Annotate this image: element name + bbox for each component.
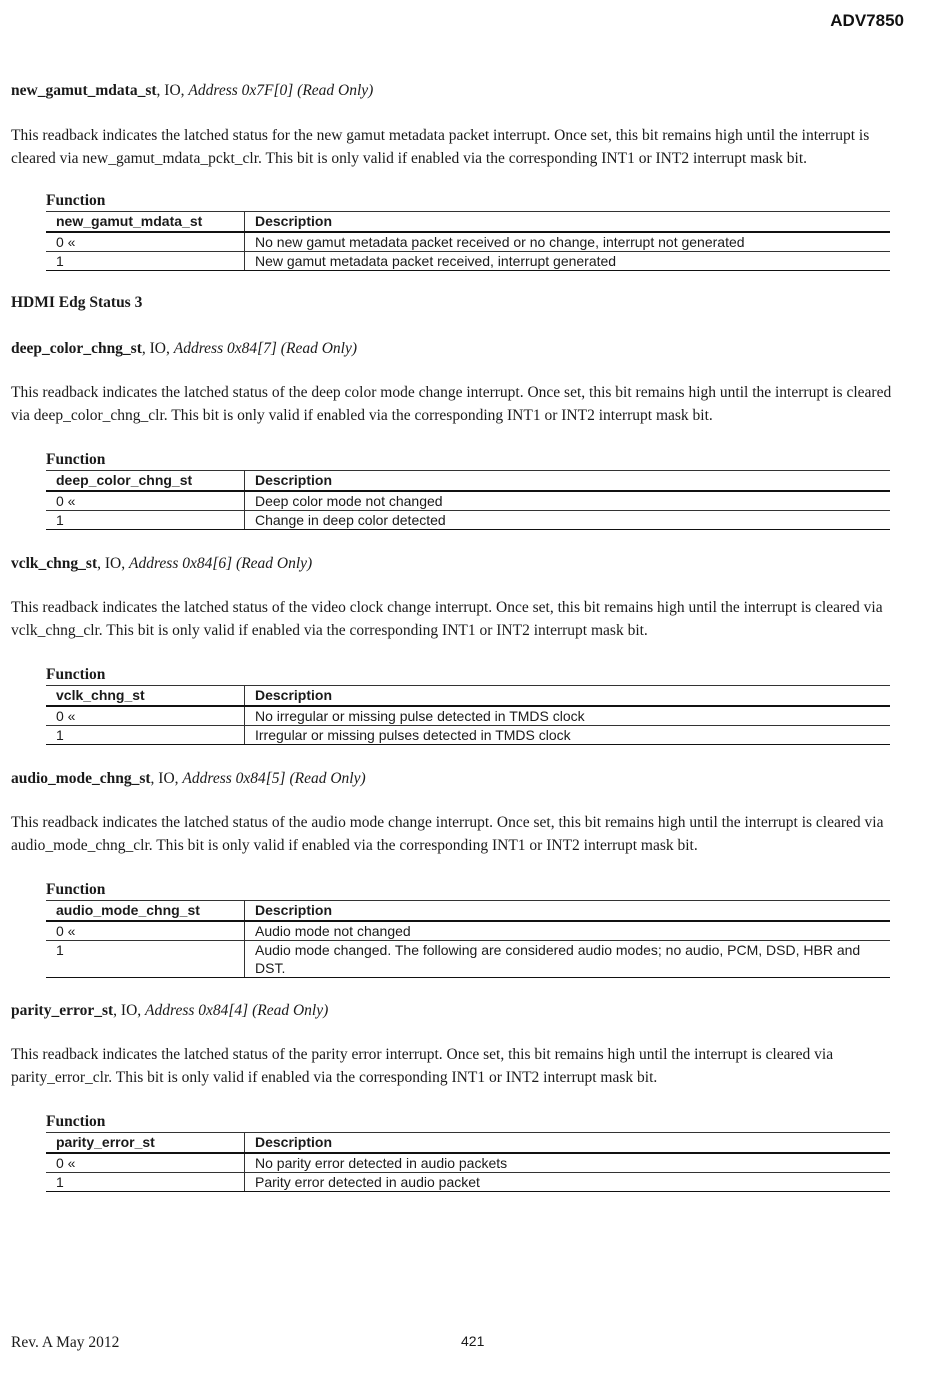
- page-number: 421: [461, 1333, 485, 1349]
- table-header-row: audio_mode_chng_st Description: [46, 901, 890, 922]
- function-table: [46, 450, 890, 530]
- function-table: [46, 191, 890, 271]
- table-row: 1 Audio mode changed. The following are considered audio modes; no audio, PCM, DSD, HBR and DST.: [46, 941, 890, 978]
- table-row: 1 Irregular or missing pulses detected in TMDS clock: [46, 726, 890, 745]
- table-header-row: deep_color_chng_st Description: [46, 471, 890, 492]
- register-heading: parity_error_st, IO, Address 0x84[4] (Read Only): [11, 1002, 329, 1019]
- page-content: [11, 80, 911, 1192]
- table-header-row: new_gamut_mdata_st Description: [46, 212, 890, 233]
- function-table: [46, 1112, 890, 1192]
- register-heading: deep_color_chng_st, IO, Address 0x84[7] (Read Only): [11, 340, 357, 357]
- register-heading: new_gamut_mdata_st, IO, Address 0x7F[0] (Read Only): [11, 82, 374, 99]
- section-title: HDMI Edg Status 3: [11, 294, 143, 311]
- table-row: 1 New gamut metadata packet received, interrupt generated: [46, 252, 890, 271]
- table-row: 1 Change in deep color detected: [46, 511, 890, 530]
- function-label: Function: [46, 451, 106, 468]
- register-description: This readback indicates the latched status of the parity error interrupt. Once set, this bit remains high until the interrupt is cleared via parity_error_clr. This bit is only valid if enabled via the corresponding INT1 or INT2 interrupt mask bit.: [11, 1046, 834, 1086]
- table-row: 0 « No irregular or missing pulse detected in TMDS clock: [46, 706, 890, 726]
- table-row: 0 « No new gamut metadata packet received or no change, interrupt not generated: [46, 232, 890, 252]
- table-row: 1 Parity error detected in audio packet: [46, 1173, 890, 1192]
- function-label: Function: [46, 1113, 106, 1130]
- table-row: 0 « Deep color mode not changed: [46, 491, 890, 511]
- function-table: [46, 880, 890, 978]
- register-description: This readback indicates the latched status of the video clock change interrupt. Once set, this bit remains high until the interrupt is cleared via vclk_chng_clr. This bit is only valid if enabled via the corresponding INT1 or INT2 interrupt mask bit.: [11, 599, 883, 639]
- register-description: This readback indicates the latched status of the deep color mode change interrupt. Once set, this bit remains high until the interrupt is cleared via deep_color_chng_clr. This bit is only valid if enabled via the corresponding INT1 or INT2 interrupt mask bit.: [11, 384, 892, 424]
- register-heading: audio_mode_chng_st, IO, Address 0x84[5] (Read Only): [11, 770, 366, 787]
- function-label: Function: [46, 666, 106, 683]
- register-description: This readback indicates the latched status for the new gamut metadata packet interrupt. Once set, this bit remains high until the interrupt is cleared via new_gamut_mdata_pckt_clr. This bit is only valid if enabled via the corresponding INT1 or INT2 interrupt mask bit.: [11, 127, 870, 167]
- function-label: Function: [46, 192, 106, 209]
- table-row: 0 « No parity error detected in audio packets: [46, 1153, 890, 1173]
- register-heading: vclk_chng_st, IO, Address 0x84[6] (Read Only): [11, 555, 313, 572]
- table-header-row: vclk_chng_st Description: [46, 686, 890, 707]
- footer-revision: Rev. A May 2012: [11, 1334, 120, 1351]
- function-table: [46, 665, 890, 745]
- register-description: This readback indicates the latched status of the audio mode change interrupt. Once set, this bit remains high until the interrupt is cleared via audio_mode_chng_clr. This bit is only valid if enabled via the corresponding INT1 or INT2 interrupt mask bit.: [11, 814, 884, 854]
- document-id: ADV7850: [830, 11, 904, 30]
- table-row: 0 « Audio mode not changed: [46, 921, 890, 941]
- table-header-row: parity_error_st Description: [46, 1133, 890, 1154]
- function-label: Function: [46, 881, 106, 898]
